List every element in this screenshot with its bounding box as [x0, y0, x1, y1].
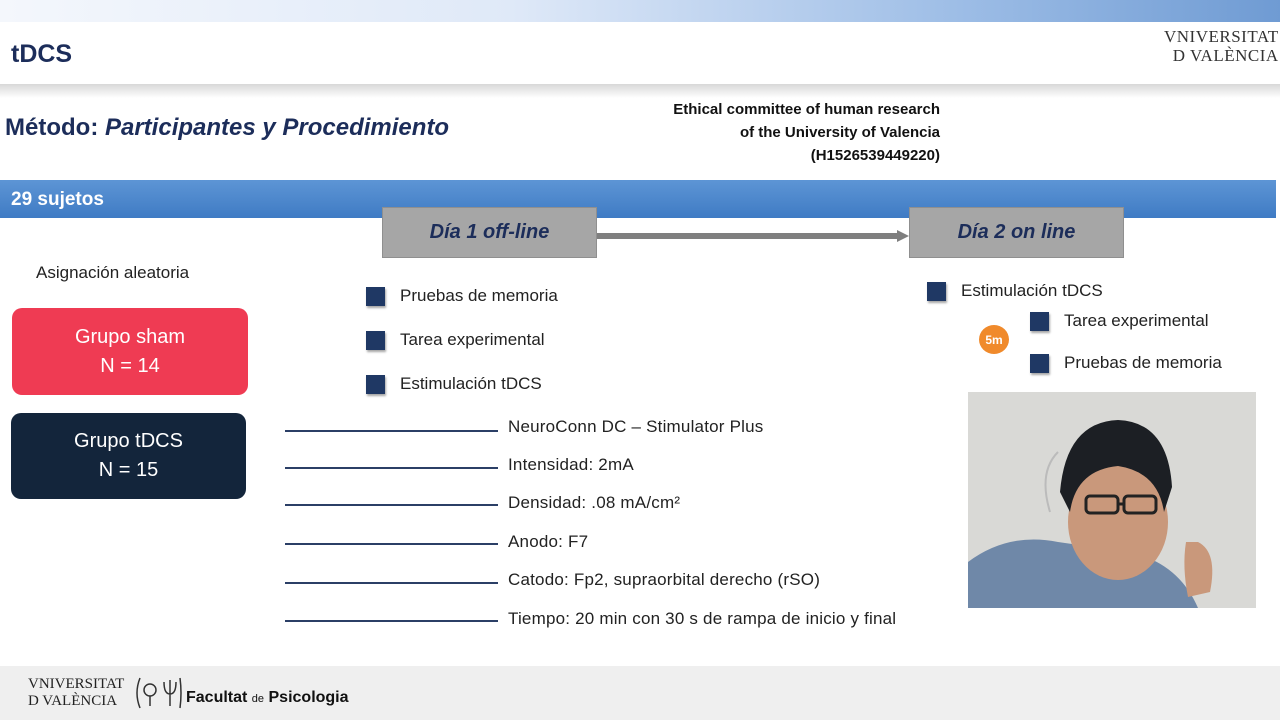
day2-sub-item-text: Pruebas de memoria	[1064, 353, 1222, 372]
ethics-line-1: Ethical committee of human research	[673, 101, 940, 118]
day2-label: Día 2 on line	[957, 221, 1076, 243]
subjects-bar: 29 sujetos	[0, 180, 1276, 218]
group-sham-box	[12, 308, 248, 395]
day1-item-text: Tarea experimental	[400, 330, 545, 349]
group-tdcs-name: Grupo tDCS	[74, 430, 183, 452]
group-sham-name: Grupo sham	[74, 325, 186, 348]
group-sham-n: N = 14	[100, 354, 160, 377]
spec-item: Densidad: .08 mA/cm²	[508, 493, 681, 512]
spec-item: Intensidad: 2mA	[508, 455, 634, 474]
spec-connector-line	[285, 543, 498, 545]
university-logo-line2: D VALÈNCIA	[1172, 46, 1279, 65]
day1-item	[366, 286, 558, 306]
ethics-line-2: of the University of Valencia	[739, 124, 940, 141]
psi-emblem-icon	[134, 676, 182, 710]
day1-label: Día 1 off-line	[429, 221, 550, 243]
day1-item	[366, 374, 542, 394]
day2-sub-item	[1030, 353, 1222, 373]
day1-item-text: Pruebas de memoria	[400, 286, 558, 305]
faculty-name	[186, 689, 349, 707]
ethics-committee-note	[600, 98, 940, 167]
duration-badge: 5m	[979, 325, 1009, 354]
university-logo	[1164, 27, 1279, 65]
spec-connector-line	[285, 467, 498, 469]
square-bullet-icon	[366, 287, 385, 306]
day1-box	[382, 207, 597, 258]
day2-item-main	[927, 281, 1103, 301]
square-bullet-icon	[366, 331, 385, 350]
spec-item: NeuroConn DC – Stimulator Plus	[508, 417, 764, 436]
day2-box	[909, 207, 1124, 258]
group-tdcs-box	[11, 413, 246, 499]
spec-connector-line	[285, 430, 498, 432]
spec-connector-line	[285, 620, 498, 622]
top-gradient-band	[0, 0, 1280, 22]
day2-sub-item-text: Tarea experimental	[1064, 311, 1209, 330]
day-arrow	[597, 230, 909, 242]
section-heading-prefix: Método:	[5, 114, 105, 141]
university-logo-line1: VNIVERSITAT	[1164, 27, 1279, 46]
square-bullet-icon	[366, 375, 385, 394]
faculty-word-psicologia: Psicologia	[268, 689, 349, 706]
square-bullet-icon	[1030, 354, 1049, 373]
ethics-line-3: (H1526539449220)	[810, 147, 940, 164]
spec-item: Tiempo: 20 min con 30 s de rampa de inicio y final	[508, 609, 897, 628]
footer-logo-line1: VNIVERSITAT	[28, 676, 125, 692]
day2-sub-item	[1030, 311, 1209, 331]
day2-item-main-text: Estimulación tDCS	[961, 281, 1103, 300]
spec-item: Catodo: Fp2, supraorbital derecho (rSO)	[508, 570, 821, 589]
spec-item: Anodo: F7	[508, 532, 589, 551]
faculty-word-facultat: Facultat	[186, 689, 248, 706]
spec-connector-line	[285, 582, 498, 584]
square-bullet-icon	[1030, 312, 1049, 331]
square-bullet-icon	[927, 282, 946, 301]
footer-logo-line2: D VALÈNCIA	[28, 693, 118, 709]
section-heading	[5, 114, 449, 142]
section-heading-italic: Participantes y Procedimiento	[104, 114, 450, 141]
day1-item-text: Estimulación tDCS	[400, 374, 542, 393]
eeg-cap-photo	[968, 392, 1256, 608]
slide-title: tDCS	[11, 40, 73, 68]
footer-university-logo	[28, 676, 124, 710]
faculty-word-de: de	[251, 693, 265, 705]
spec-connector-line	[285, 504, 498, 506]
header-divider	[0, 84, 1280, 98]
person-with-cap-image	[968, 392, 1256, 608]
assignment-label: Asignación aleatoria	[36, 263, 190, 282]
group-tdcs-n: N = 15	[98, 459, 159, 481]
day1-item	[366, 330, 545, 350]
